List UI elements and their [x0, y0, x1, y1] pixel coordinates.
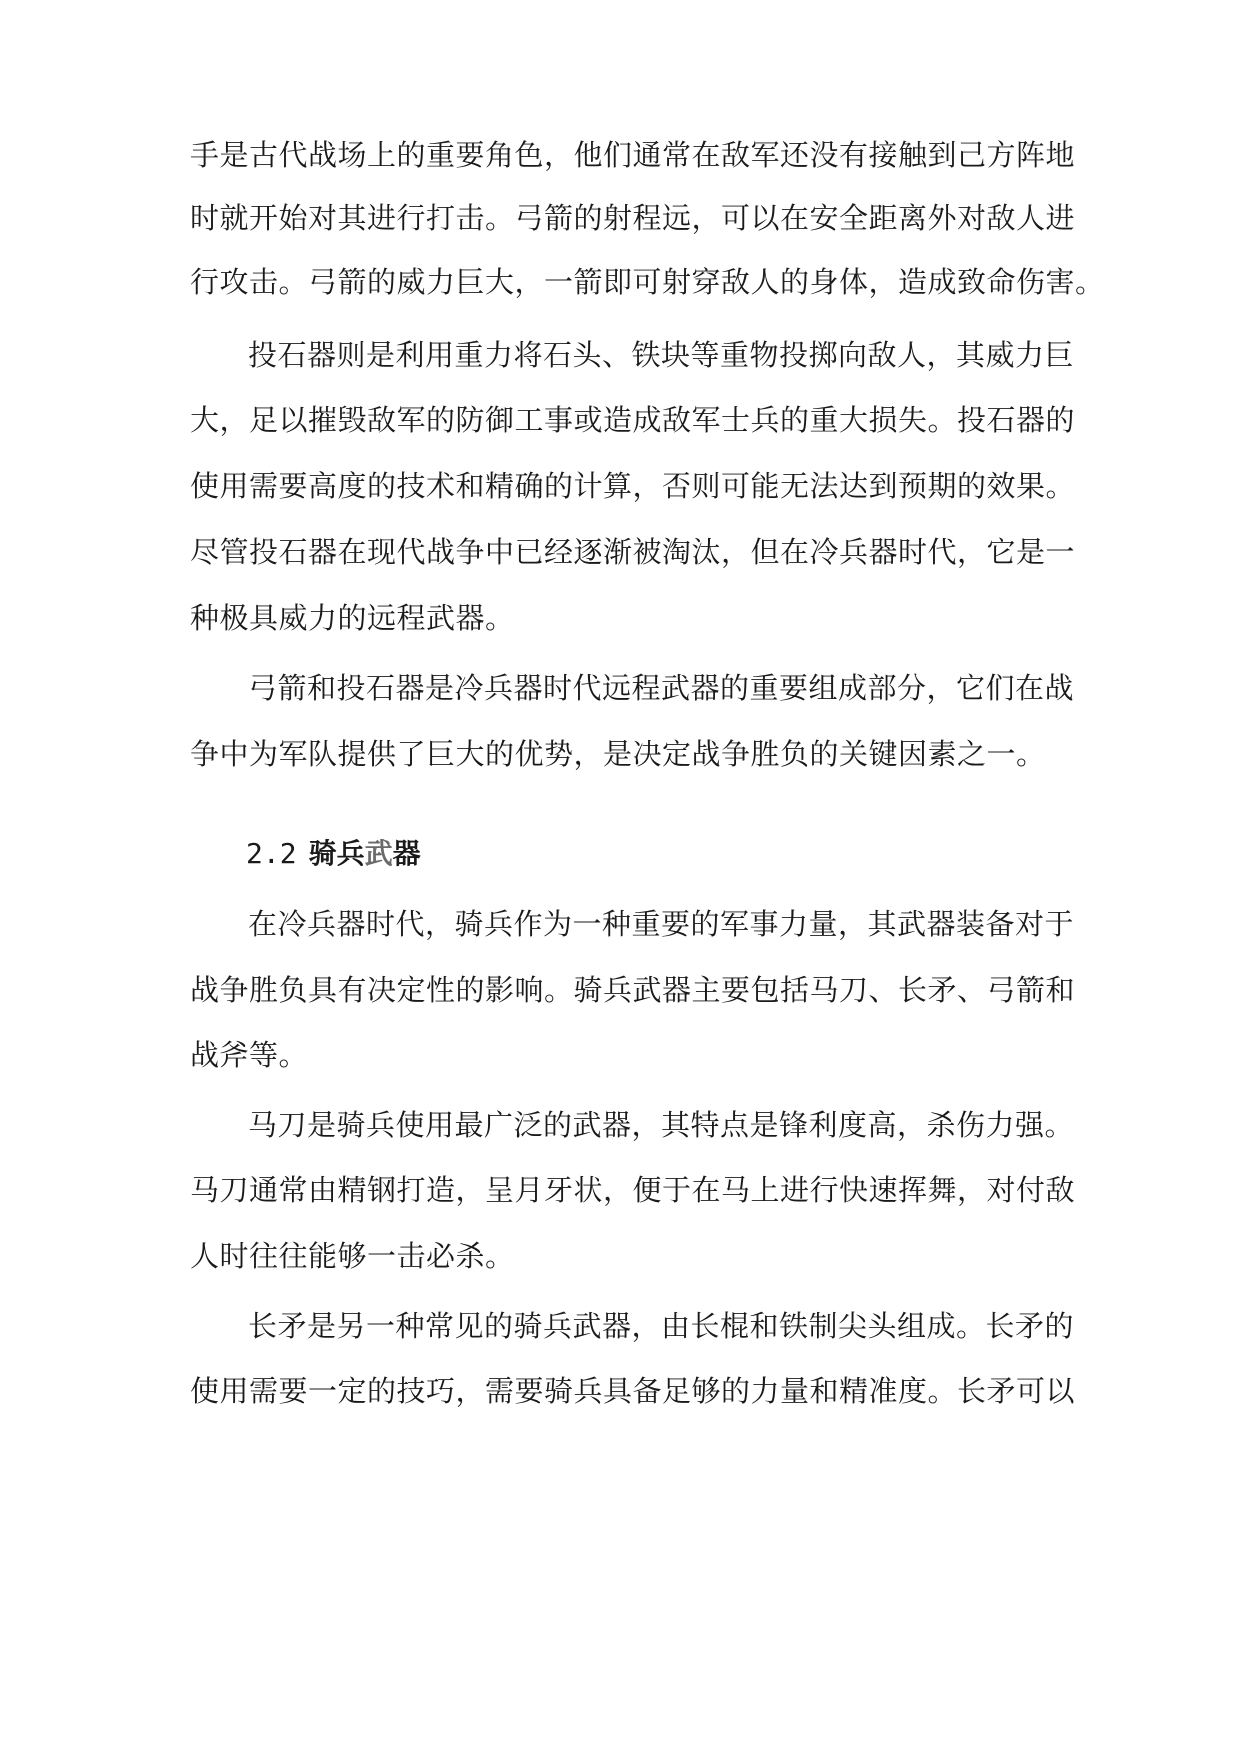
section-heading: [246, 834, 421, 874]
paragraph-line: 尽管投石器在现代战争中已经逐渐被淘汰，但在冷兵器时代，它是一: [190, 535, 1076, 569]
paragraph-line: 战争胜负具有决定性的影响。骑兵武器主要包括马刀、长矛、弓箭和: [190, 973, 1076, 1007]
paragraph-line: 人时往往能够一击必杀。: [190, 1239, 515, 1273]
paragraph-line: 行攻击。弓箭的威力巨大，一箭即可射穿敌人的身体，造成致命伤害。: [190, 265, 1105, 299]
paragraph-line: 种极具威力的远程武器。: [190, 601, 515, 635]
paragraph-line: 争中为军队提供了巨大的优势，是决定战争胜负的关键因素之一。: [190, 737, 1046, 771]
paragraph-line: 在冷兵器时代，骑兵作为一种重要的军事力量，其武器装备对于: [248, 907, 1075, 941]
paragraph-line: 大，足以摧毁敌军的防御工事或造成敌军士兵的重大损失。投石器的: [190, 403, 1076, 437]
paragraph-line: 长矛是另一种常见的骑兵武器，由长棍和铁制尖头组成。长矛的: [248, 1309, 1075, 1343]
paragraph-line: 时就开始对其进行打击。弓箭的射程远，可以在安全距离外对敌人进: [190, 201, 1076, 235]
paragraph-line: 战斧等。: [190, 1038, 309, 1072]
section-number: 2.2: [246, 837, 297, 870]
section-title-part: 武: [364, 837, 393, 870]
paragraph-line: 手是古代战场上的重要角色，他们通常在敌军还没有接触到己方阵地: [190, 138, 1076, 172]
paragraph-line: 马刀是骑兵使用最广泛的武器，其特点是锋利度高，杀伤力强。: [248, 1108, 1075, 1142]
paragraph-line: 使用需要高度的技术和精确的计算，否则可能无法达到预期的效果。: [190, 469, 1076, 503]
paragraph-line: 马刀通常由精钢打造，呈月牙状，便于在马上进行快速挥舞，对付敌: [190, 1173, 1076, 1207]
paragraph-line: 弓箭和投石器是冷兵器时代远程武器的重要组成部分，它们在战: [248, 671, 1075, 705]
paragraph-line: 投石器则是利用重力将石头、铁块等重物投掷向敌人，其威力巨: [248, 338, 1075, 372]
section-title-part: 骑兵: [308, 837, 365, 870]
paragraph-line: 使用需要一定的技巧，需要骑兵具备足够的力量和精准度。长矛可以: [190, 1374, 1076, 1408]
section-title-part: 器: [392, 837, 421, 870]
